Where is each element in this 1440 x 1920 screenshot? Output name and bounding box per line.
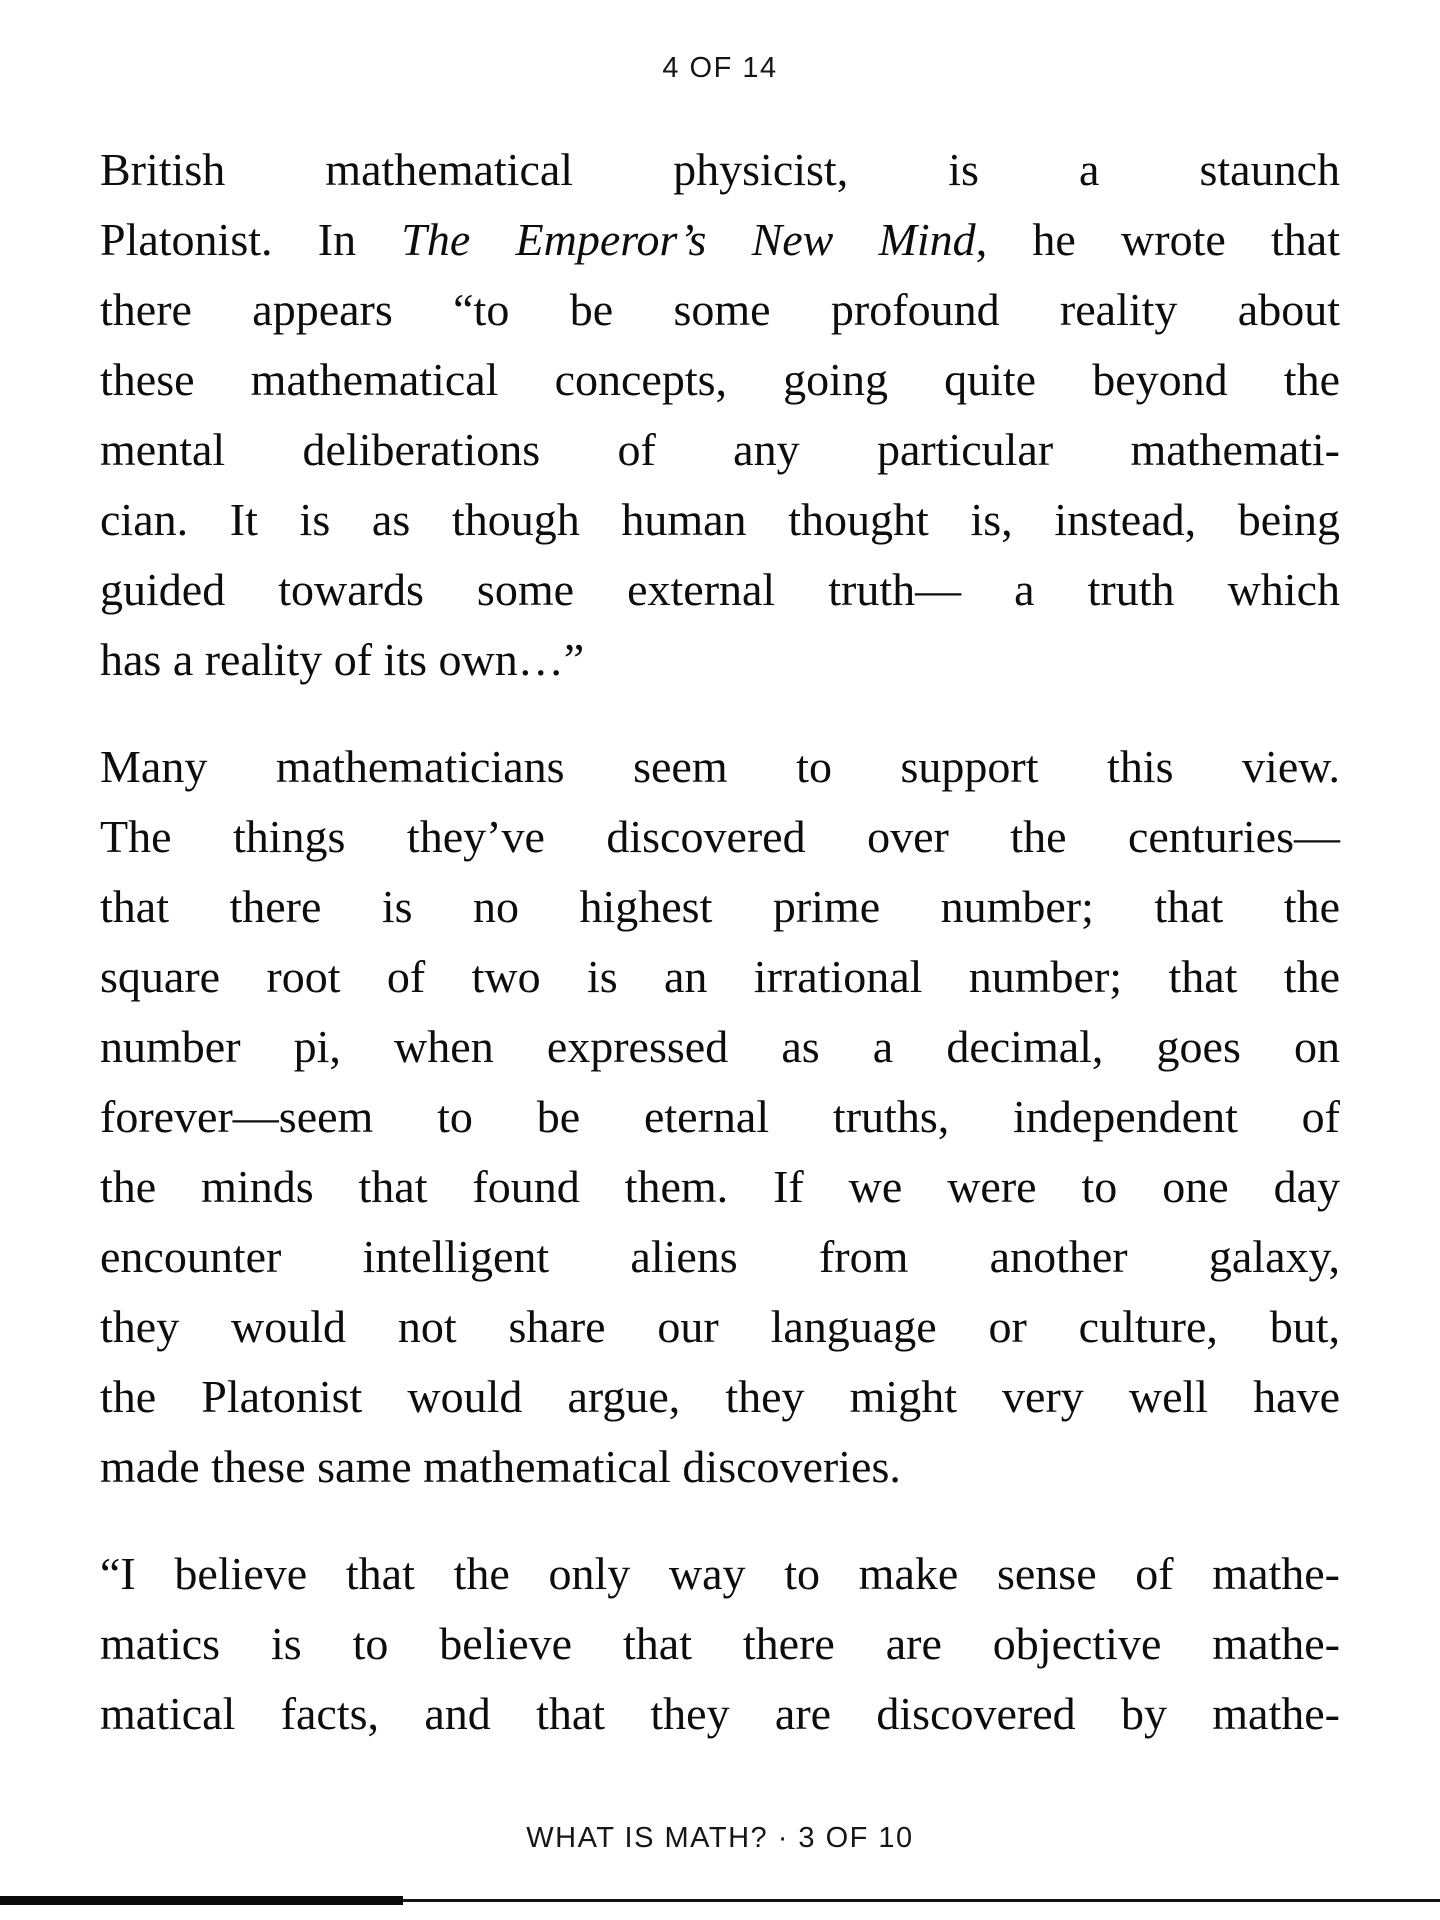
text-line: mental deliberations of any particular mathemati- xyxy=(100,424,1340,475)
text-line: has a reality of its own…” xyxy=(100,634,585,685)
page-text xyxy=(100,135,1340,1749)
text-line: “I believe that the only way to make sense of mathe- xyxy=(100,1548,1340,1599)
text-line: that there is no highest prime number; that the xyxy=(100,881,1340,932)
chapter-progress-indicator: WHAT IS MATH? · 3 OF 10 xyxy=(526,1822,914,1854)
book-progress-fill xyxy=(0,1896,403,1905)
paragraph xyxy=(100,135,1340,695)
text-line: British mathematical physicist, is a staunch xyxy=(100,144,1340,195)
text-line: these mathematical concepts, going quite beyond the xyxy=(100,354,1340,405)
text-line: matical facts, and that they are discovered by mathe- xyxy=(100,1688,1340,1739)
text-line: the Platonist would argue, they might very well have xyxy=(100,1371,1340,1422)
paragraph xyxy=(100,1539,1340,1749)
text-line: cian. It is as though human thought is, instead, being xyxy=(100,494,1340,545)
page-position-indicator: 4 OF 14 xyxy=(662,52,778,84)
text-line: Platonist. In The Emperor’s New Mind, he wrote that xyxy=(100,214,1340,265)
text-line: they would not share our language or culture, but, xyxy=(100,1301,1340,1352)
text-line: number pi, when expressed as a decimal, goes on xyxy=(100,1021,1340,1072)
text-line: the minds that found them. If we were to one day xyxy=(100,1161,1340,1212)
text-line: there appears “to be some profound reality about xyxy=(100,284,1340,335)
text-line: guided towards some external truth— a truth which xyxy=(100,564,1340,615)
text-line: Many mathematicians seem to support this view. xyxy=(100,741,1340,792)
text-line: square root of two is an irrational number; that the xyxy=(100,951,1340,1002)
text-line: forever—seem to be eternal truths, independent of xyxy=(100,1091,1340,1142)
text-line: made these same mathematical discoveries. xyxy=(100,1441,901,1492)
book-progress-bar[interactable] xyxy=(0,1899,1440,1902)
text-line: matics is to believe that there are objective mathe- xyxy=(100,1618,1340,1669)
text-line: The things they’ve discovered over the centuries— xyxy=(100,811,1340,862)
text-line: encounter intelligent aliens from another galaxy, xyxy=(100,1231,1340,1282)
paragraph xyxy=(100,732,1340,1502)
